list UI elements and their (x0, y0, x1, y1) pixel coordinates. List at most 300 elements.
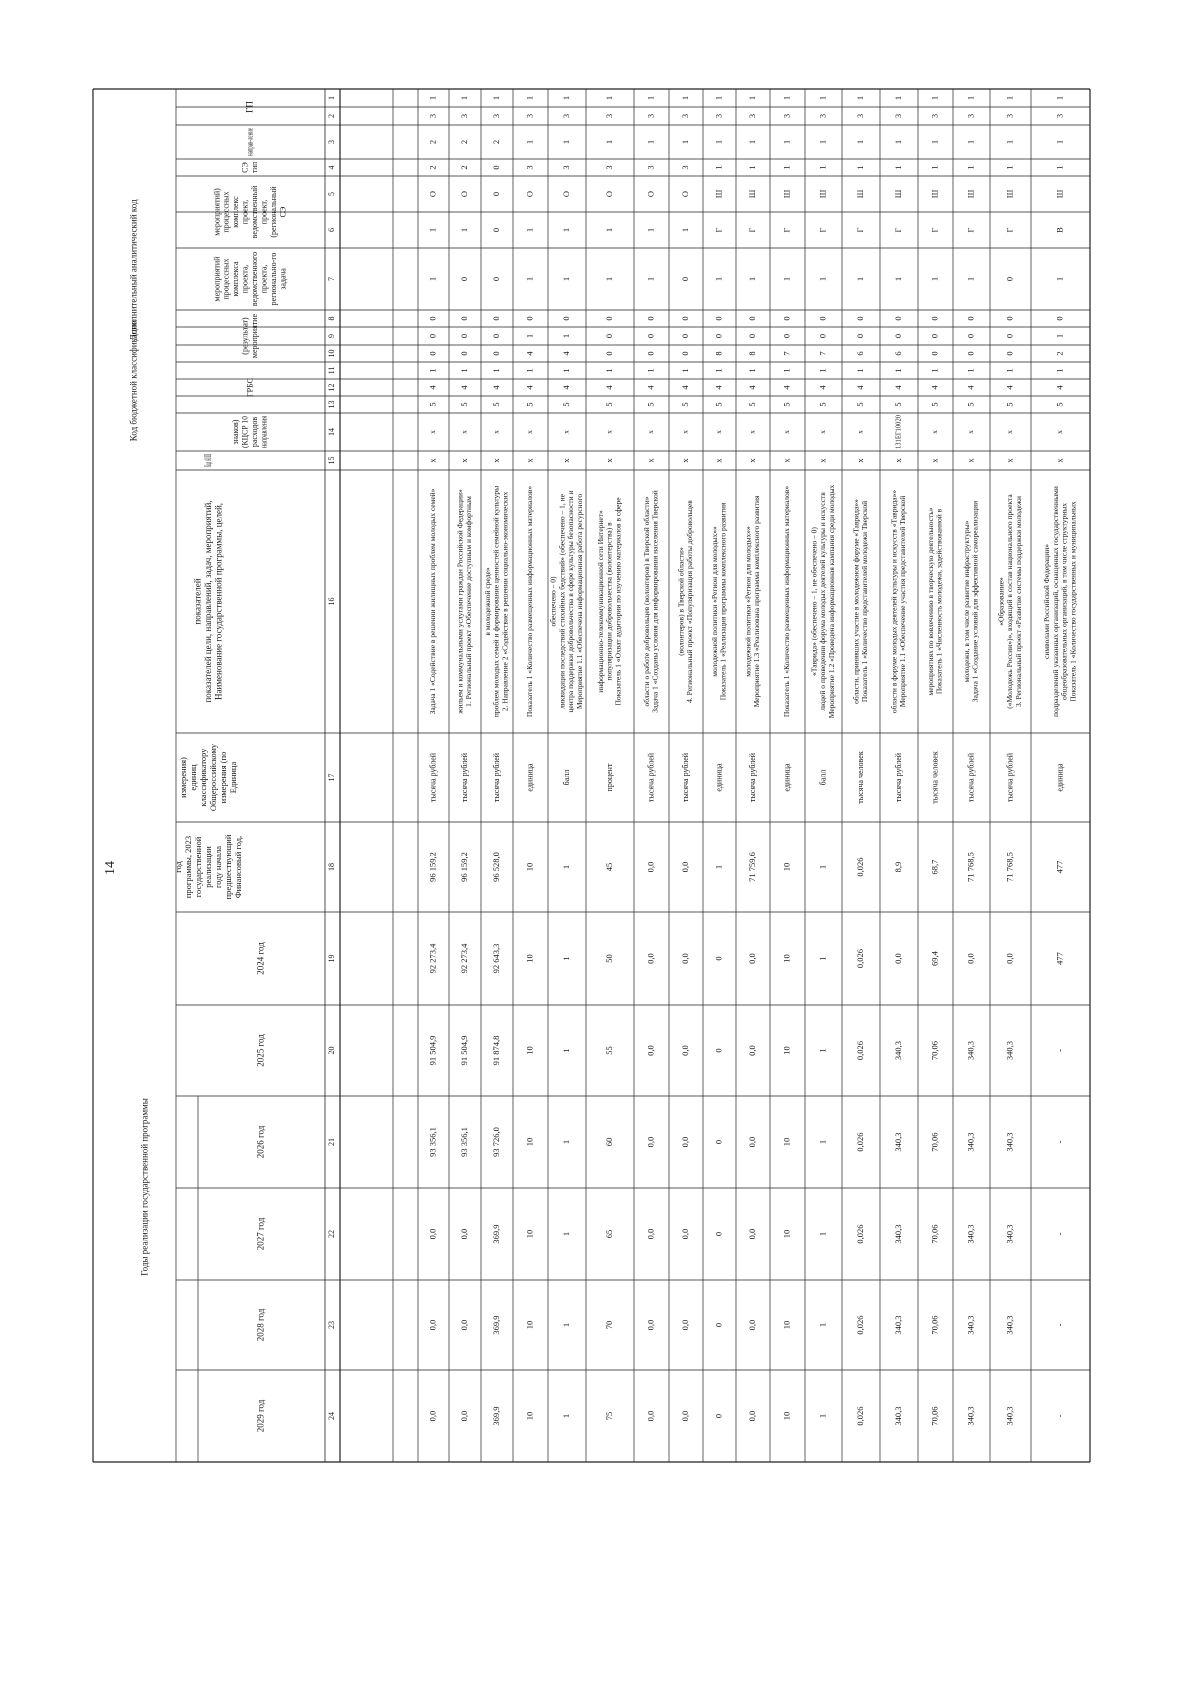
year-value-cell: 0,0 (645, 1319, 656, 1331)
code-cell: 3 (524, 165, 535, 170)
code-cell: 4 (892, 385, 903, 390)
code-cell: 3 (929, 113, 940, 119)
code-cell: 1 (965, 165, 976, 170)
code-cell: 1 (781, 368, 792, 373)
code-cell: х (1005, 430, 1015, 434)
year-value-cell: 0,0 (746, 1136, 757, 1148)
indicator-name-cell: («Молодежь России»)», входящий в состав национального проекта (1005, 494, 1015, 709)
unit-cell: тысяча рублей (680, 752, 690, 803)
subheader-task: регионально-го (268, 252, 278, 306)
column-number: 10 (326, 349, 336, 358)
indicator-name-cell: 2. Направление 2 «Содействие в решении социально-экономических (500, 491, 510, 712)
code-cell: 0 (603, 333, 614, 339)
code-cell: 1 (965, 368, 976, 373)
year-value-cell: 92 643,3 (490, 943, 501, 974)
code-cell: х (966, 430, 976, 434)
year-value-cell: 70,06 (929, 1315, 940, 1335)
indicator-name-cell: Мероприятие 1.2 «Проведена информационная кампания среди молодых (827, 484, 837, 719)
year-value-cell: 0,0 (458, 1228, 469, 1240)
code-cell: 1 (524, 368, 535, 373)
year-value-cell: 1 (817, 1048, 828, 1053)
code-cell: 1 (817, 139, 828, 145)
year-value-cell: 340,3 (1004, 1315, 1015, 1335)
year-value-cell: 10 (781, 954, 792, 963)
subheader-task: задача (278, 268, 288, 290)
code-cell: 1 (645, 368, 656, 373)
year-value-cell: 10 (524, 954, 535, 963)
year-value-cell: 1 (560, 1048, 571, 1053)
code-cell: 1 (603, 95, 614, 101)
code-cell: 1 (746, 165, 757, 170)
year-value-cell: 0,0 (746, 1228, 757, 1240)
indicator-name-cell: Показатель 1 «Реализация программы комплексного развития (718, 502, 728, 701)
code-cell: 3 (560, 165, 571, 170)
code-cell: 0 (781, 316, 792, 321)
code-cell: 4 (713, 385, 724, 390)
code-cell: 3 (746, 113, 757, 119)
code-cell: 0 (746, 333, 757, 339)
year-value-cell: 91 504,9 (458, 1035, 469, 1066)
column-number: 13 (326, 400, 336, 409)
code-cell: Ш (892, 189, 903, 199)
year-value-cell: 50 (603, 954, 614, 963)
header-unit: Общероссийскому (207, 743, 218, 812)
code-cell: 2 (427, 165, 438, 170)
code-cell: 1 (490, 95, 501, 101)
code-cell: 1 (1004, 139, 1015, 145)
code-cell: 1 (929, 368, 940, 373)
code-cell: 0 (679, 333, 690, 339)
year-value-cell: 10 (524, 1411, 535, 1421)
code-cell: 0 (645, 316, 656, 321)
subheader-expense: расходов (250, 416, 260, 448)
year-value-cell: 340,3 (892, 1132, 903, 1152)
code-cell: 0 (854, 316, 865, 321)
code-cell: 0 (1004, 351, 1015, 356)
code-cell: х (458, 458, 469, 463)
code-cell: 4 (645, 385, 656, 390)
header-aip-code (203, 454, 213, 467)
code-cell: Г (817, 227, 828, 233)
code-cell: 5 (560, 402, 571, 407)
code-cell: Г (854, 227, 865, 233)
code-cell: Г (713, 227, 724, 233)
code-cell: 5 (427, 402, 438, 407)
code-cell: 3 (1054, 113, 1065, 119)
code-cell: 1 (713, 276, 724, 282)
code-cell: 1 (929, 139, 940, 145)
code-cell: 0 (458, 333, 469, 339)
year-value-cell: 0 (713, 956, 724, 961)
year-value-cell: 93 726,0 (490, 1127, 501, 1157)
year-value-cell: 340,3 (965, 1040, 976, 1061)
base-year-cell: 96 159,2 (427, 852, 438, 882)
code-cell: Ш (817, 189, 828, 199)
code-cell: 4 (1054, 385, 1065, 390)
code-cell: Г (746, 227, 757, 233)
subheader-expense: направления (259, 404, 269, 448)
code-cell: 1 (746, 139, 757, 145)
code-cell: 1 (603, 139, 614, 145)
base-year-cell: 10 (524, 862, 535, 872)
column-number: 22 (326, 1230, 336, 1238)
code-cell: 1 (524, 276, 535, 282)
code-cell: 1 (427, 227, 438, 233)
code-cell: х (782, 430, 792, 434)
code-cell: О (603, 190, 614, 198)
code-cell: 0 (603, 351, 614, 356)
column-number: 4 (326, 165, 336, 170)
code-cell: х (427, 458, 438, 463)
subheader-task: комплекса (231, 261, 241, 297)
year-value-cell: 70 (603, 1320, 614, 1330)
code-cell: 1 (781, 276, 792, 282)
column-number: 2 (326, 114, 336, 118)
subheader-type: тип (250, 160, 260, 173)
code-cell: 5 (713, 402, 724, 407)
indicator-name-cell: (волонтеров) в Тверской области» (676, 547, 686, 656)
code-cell: 1 (1054, 368, 1065, 373)
code-cell: 4 (1004, 385, 1015, 390)
code-cell: 5 (603, 402, 614, 407)
code-cell: 0 (490, 191, 501, 197)
code-cell: 0 (560, 316, 571, 321)
code-cell: 4 (603, 385, 614, 390)
code-cell: х (713, 458, 724, 463)
header-base-year: году начала (212, 845, 223, 889)
code-cell: 1 (817, 95, 828, 101)
code-cell: 6 (854, 351, 865, 356)
subheader-task: процессных (221, 258, 231, 300)
code-cell: 1 (679, 227, 690, 233)
code-cell: 131ЕГ10020 (893, 410, 903, 449)
year-value-cell: 0,0 (679, 1228, 690, 1240)
code-cell: х (818, 430, 828, 434)
year-value-cell: 70,06 (929, 1040, 940, 1061)
unit-cell: тысяча рублей (459, 752, 469, 803)
indicator-name-cell: ликвидации последствий стихийных бедствий» (обеспечено – 1, не (557, 494, 567, 709)
code-cell: 1 (524, 333, 535, 339)
base-year-cell: 477 (1054, 860, 1065, 874)
column-number: 15 (326, 456, 336, 465)
code-cell: х (965, 458, 976, 463)
base-year-cell: 1 (713, 864, 724, 870)
year-value-cell: 10 (524, 1046, 535, 1055)
code-cell: 3 (854, 113, 865, 119)
code-cell: 1 (817, 165, 828, 170)
column-number: 20 (326, 1046, 336, 1055)
year-value-cell: 0,0 (746, 1410, 757, 1422)
code-cell: 1 (524, 139, 535, 145)
subheader-year_2027: 2027 год (255, 1217, 266, 1251)
code-cell: 1 (892, 368, 903, 373)
code-cell: 7 (817, 351, 828, 356)
year-value-cell: 1 (817, 1322, 828, 1328)
code-cell: 1 (817, 276, 828, 282)
code-cell: 0 (1054, 316, 1065, 321)
year-value-cell: 0,0 (679, 1319, 690, 1331)
year-value-cell: 0,0 (679, 1136, 690, 1148)
year-value-cell: 10 (781, 1046, 792, 1055)
code-cell: 0 (929, 351, 940, 356)
subheader-direction: направ-ление (245, 110, 255, 156)
base-year-cell: 0,0 (645, 861, 656, 873)
code-cell: 0 (892, 333, 903, 339)
code-cell: Ш (1004, 189, 1015, 199)
indicator-name-cell: популяризации добровольчества (волонтерства) в (604, 522, 614, 681)
code-cell: 1 (746, 95, 757, 101)
code-cell: 5 (1004, 402, 1015, 407)
code-cell: 3 (560, 113, 571, 119)
year-value-cell: 0,0 (1004, 953, 1015, 964)
code-cell: 1 (892, 276, 903, 282)
year-value-cell: 340,3 (892, 1040, 903, 1061)
code-cell: 0 (965, 333, 976, 339)
code-cell: 1 (746, 368, 757, 373)
subheader-year_2028: 2028 год (255, 1308, 266, 1342)
indicator-name-cell: общеобразовательных организаций, в том числе структурных (1059, 502, 1069, 701)
code-cell: Г (1004, 227, 1015, 233)
year-value-cell: 1 (817, 956, 828, 961)
code-cell: 0 (603, 316, 614, 321)
code-cell: 0 (929, 316, 940, 321)
code-cell: х (561, 430, 571, 434)
subheader-expense: (КЦСР 10 (240, 414, 250, 448)
year-value-cell: 10 (781, 1229, 792, 1239)
year-value-cell: 0,026 (854, 1040, 865, 1061)
year-value-cell: 369,9 (490, 1406, 501, 1426)
unit-cell: тысяча рублей (893, 752, 903, 803)
unit-cell: балл (561, 769, 571, 786)
code-cell: х (679, 458, 690, 463)
code-cell: Ш (713, 189, 724, 199)
code-cell: х (1055, 430, 1065, 434)
year-value-cell: 340,3 (892, 1315, 903, 1335)
header-unit: Единица (228, 761, 239, 794)
code-cell: 1 (490, 368, 501, 373)
header-base-year: предшествующий (223, 834, 234, 900)
code-cell: Ш (746, 189, 757, 199)
code-cell: 1 (713, 95, 724, 101)
code-cell: 4 (427, 385, 438, 390)
code-cell: 1 (603, 276, 614, 282)
unit-cell: тысяча рублей (747, 752, 757, 803)
code-cell: В (1054, 227, 1065, 233)
base-year-cell: 8,9 (892, 861, 903, 873)
column-number: 19 (326, 954, 336, 963)
code-cell: Г (929, 227, 940, 233)
code-cell: 3 (1004, 113, 1015, 119)
indicator-name-cell: «Таврида» (обеспечено – 1, не обеспечено – 0) (809, 527, 819, 676)
year-value-cell: 10 (781, 1320, 792, 1330)
year-value-cell: 0,0 (746, 953, 757, 964)
year-value-cell: 0,0 (746, 1319, 757, 1331)
code-cell: 0 (817, 333, 828, 339)
code-cell: 0 (427, 351, 438, 356)
code-cell: Ш (965, 189, 976, 199)
code-cell: 1 (781, 139, 792, 145)
code-cell: х (892, 458, 903, 463)
base-year-cell: 96 159,2 (458, 852, 469, 882)
year-value-cell: 340,3 (965, 1315, 976, 1335)
code-cell: 0 (713, 333, 724, 339)
header-unit: классификатору (197, 748, 208, 807)
code-cell: 1 (1054, 333, 1065, 339)
code-cell: 0 (524, 316, 535, 321)
year-value-cell: 0,0 (679, 953, 690, 964)
code-cell: 4 (524, 351, 535, 356)
indicator-name-cell: области в форуме молодых деятелей культуры и искусств «Таврида»» (889, 489, 899, 714)
code-cell: 3 (817, 113, 828, 119)
code-cell: 1 (427, 276, 438, 282)
header-base-year: реализации (202, 846, 213, 888)
header-base-year: год (172, 861, 183, 873)
unit-cell: тысяча человек (855, 751, 865, 804)
code-cell: 1 (1004, 368, 1015, 373)
year-value-cell: 340,3 (1004, 1040, 1015, 1061)
year-value-cell: 70,06 (929, 1132, 940, 1152)
code-cell: 0 (490, 351, 501, 356)
indicator-name-cell: жильем и коммунальными услугами граждан Российской Федерации» (455, 489, 465, 714)
year-value-cell: 0 (713, 1322, 724, 1328)
code-cell: х (1054, 458, 1065, 463)
year-value-cell: 0 (713, 1231, 724, 1237)
code-cell: 1 (679, 95, 690, 101)
code-cell: 1 (1004, 95, 1015, 101)
year-value-cell: 0,026 (854, 1132, 865, 1152)
unit-cell: тысяча рублей (428, 752, 438, 803)
year-value-cell: 70,06 (929, 1224, 940, 1244)
year-value-cell: 0,0 (645, 1228, 656, 1240)
page-number: 14 (103, 861, 118, 875)
header-analytical-code: Дополнительный аналитический код (128, 199, 139, 341)
indicator-name-cell: в молодежной среде» (482, 567, 492, 636)
code-cell: 4 (929, 385, 940, 390)
year-value-cell: 369,9 (490, 1315, 501, 1335)
code-cell: 3 (781, 113, 792, 119)
code-cell: 0 (490, 316, 501, 321)
code-cell: 3 (490, 113, 501, 119)
code-cell: 0 (458, 316, 469, 321)
code-cell: 3 (645, 165, 656, 170)
header-base-year: Финансовый год, (233, 835, 244, 899)
year-value-cell: 0,0 (746, 1045, 757, 1056)
unit-cell: балл (818, 769, 828, 786)
year-value-cell: 55 (603, 1046, 614, 1055)
code-cell: 1 (560, 276, 571, 282)
code-cell: 1 (854, 276, 865, 282)
code-cell: 1 (458, 227, 469, 233)
code-cell: х (525, 430, 535, 434)
code-cell: 1 (929, 165, 940, 170)
year-value-cell: 1 (817, 1231, 828, 1237)
subheader-task: ведомственного (250, 251, 260, 307)
code-cell: 0 (645, 351, 656, 356)
code-cell: 0 (1004, 333, 1015, 339)
code-cell: 1 (679, 368, 690, 373)
code-cell: 4 (458, 385, 469, 390)
code-cell: 1 (1004, 165, 1015, 170)
year-value-cell: 340,3 (1004, 1132, 1015, 1152)
indicator-name-cell: Задача 1 «Создание условий для эффективной самореализации (970, 500, 980, 703)
header-unit: измерения) (177, 757, 188, 798)
indicator-name-cell: Показатель 1 «Количество размещенных информационных материалов» (525, 485, 535, 718)
subheader-se: (региональный (268, 186, 278, 238)
code-cell: 1 (892, 95, 903, 101)
year-value-cell: 1 (560, 1322, 571, 1328)
code-cell: 1 (892, 139, 903, 145)
code-cell: 5 (892, 402, 903, 407)
indicator-name-cell: мероприятиях по вовлечению в творческую деятельность» (925, 507, 935, 696)
year-value-cell: 0,026 (854, 1315, 865, 1335)
header-budget-code: Код бюджетной классификации (128, 319, 139, 442)
code-cell: х (855, 430, 865, 434)
code-cell: 1 (965, 276, 976, 282)
subheader-se: ведомственный (250, 185, 260, 239)
code-cell: х (714, 430, 724, 434)
code-cell: 5 (781, 402, 792, 407)
unit-cell: тысяча рублей (966, 752, 976, 803)
code-cell: 0 (929, 333, 940, 339)
header-base-year: программы, 2023 (182, 835, 193, 899)
year-value-cell: 65 (603, 1229, 614, 1239)
code-cell: 3 (679, 113, 690, 119)
code-cell: х (490, 458, 501, 463)
code-cell: 1 (781, 95, 792, 101)
indicator-name-cell: «Образование» (996, 577, 1006, 626)
code-cell: 0 (817, 316, 828, 321)
year-value-cell: 10 (524, 1229, 535, 1239)
unit-cell: единица (782, 763, 792, 792)
code-cell: 0 (713, 316, 724, 321)
code-cell: 1 (854, 139, 865, 145)
code-cell: 1 (817, 368, 828, 373)
code-cell: 1 (965, 95, 976, 101)
code-cell: 3 (603, 113, 614, 119)
base-year-cell: 1 (817, 864, 828, 870)
code-cell: 5 (645, 402, 656, 407)
code-cell: 0 (892, 316, 903, 321)
code-cell: 1 (713, 139, 724, 145)
indicator-name-cell: информационно-телекоммуникационной сети Интернет» (595, 510, 605, 693)
code-cell: Ш (929, 189, 940, 199)
code-cell: 2 (427, 139, 438, 145)
code-cell: 5 (929, 402, 940, 407)
year-value-cell: 340,3 (965, 1406, 976, 1426)
code-cell: 0 (458, 351, 469, 356)
year-value-cell: 93 356,1 (458, 1127, 469, 1157)
code-cell: 1 (603, 368, 614, 373)
code-cell: 3 (427, 113, 438, 119)
code-cell: 1 (929, 95, 940, 101)
code-cell: 1 (781, 165, 792, 170)
code-cell: 2 (458, 139, 469, 145)
code-cell: х (603, 458, 614, 463)
year-value-cell: 91 874,8 (490, 1035, 501, 1066)
code-cell: 0 (1004, 316, 1015, 321)
code-cell: 4 (781, 385, 792, 390)
year-value-cell: 0,0 (645, 1410, 656, 1422)
base-year-cell: 96 528,0 (490, 852, 501, 882)
year-value-cell: 10 (781, 1411, 792, 1421)
subheader-year_2029: 2029 год (255, 1399, 266, 1433)
base-year-cell: 71 768,5 (965, 852, 976, 882)
subheader-task: проекта, (259, 264, 269, 294)
code-cell: 0 (490, 227, 501, 233)
year-value-cell: 75 (603, 1411, 614, 1421)
column-number: 17 (326, 773, 336, 782)
indicator-name-cell: проблем молодых семей и формирование ценностей семейной культуры (491, 485, 501, 718)
